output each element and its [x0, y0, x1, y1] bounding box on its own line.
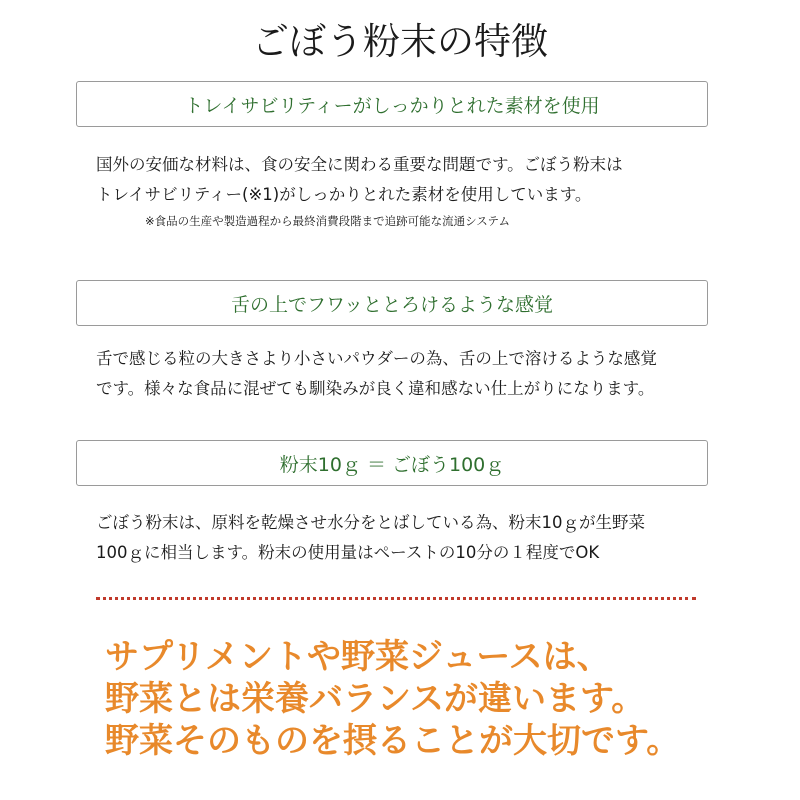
feature-description-traceability: [96, 150, 716, 210]
feature-description-ratio: [96, 508, 716, 568]
description-line: ごぼう粉末は、原料を乾燥させ水分をとばしている為、粉末10ｇが生野菜: [96, 513, 645, 532]
feature-heading-text: 粉末10ｇ ＝ ごぼう100ｇ: [279, 453, 505, 476]
slogan: [105, 636, 785, 762]
description-line: トレイサビリティー(※1)がしっかりとれた素材を使用しています。: [96, 185, 592, 204]
description-line: 国外の安価な材料は、食の安全に関わる重要な問題です。ごぼう粉末は: [96, 155, 623, 174]
feature-heading-traceability: [76, 81, 708, 127]
feature-heading-texture: [76, 280, 708, 326]
feature-heading-text: 舌の上でフワッととろけるような感覚: [230, 293, 554, 316]
feature-heading-text: トレイサビリティーがしっかりとれた素材を使用: [184, 94, 600, 117]
feature-heading-ratio: [76, 440, 708, 486]
slogan-line: 野菜そのものを摂ることが大切です。: [105, 721, 681, 761]
traceability-footnote: ※食品の生産や製造過程から最終消費段階まで追跡可能な流通システム: [145, 214, 510, 228]
dotted-divider: [96, 597, 696, 600]
description-line: です。様々な食品に混ぜても馴染みが良く違和感ない仕上がりになります。: [96, 379, 655, 398]
description-line: 舌で感じる粒の大きさより小さいパウダーの為、舌の上で溶けるような感覚: [96, 349, 657, 368]
slogan-line: 野菜とは栄養バランスが違います。: [105, 679, 646, 719]
description-line: 100ｇに相当します。粉末の使用量はペーストの10分の１程度でOK: [96, 543, 600, 562]
slogan-line: サプリメントや野菜ジュースは、: [105, 637, 611, 677]
page-title: ごぼう粉末の特徴: [252, 20, 548, 63]
feature-description-texture: [96, 344, 716, 404]
